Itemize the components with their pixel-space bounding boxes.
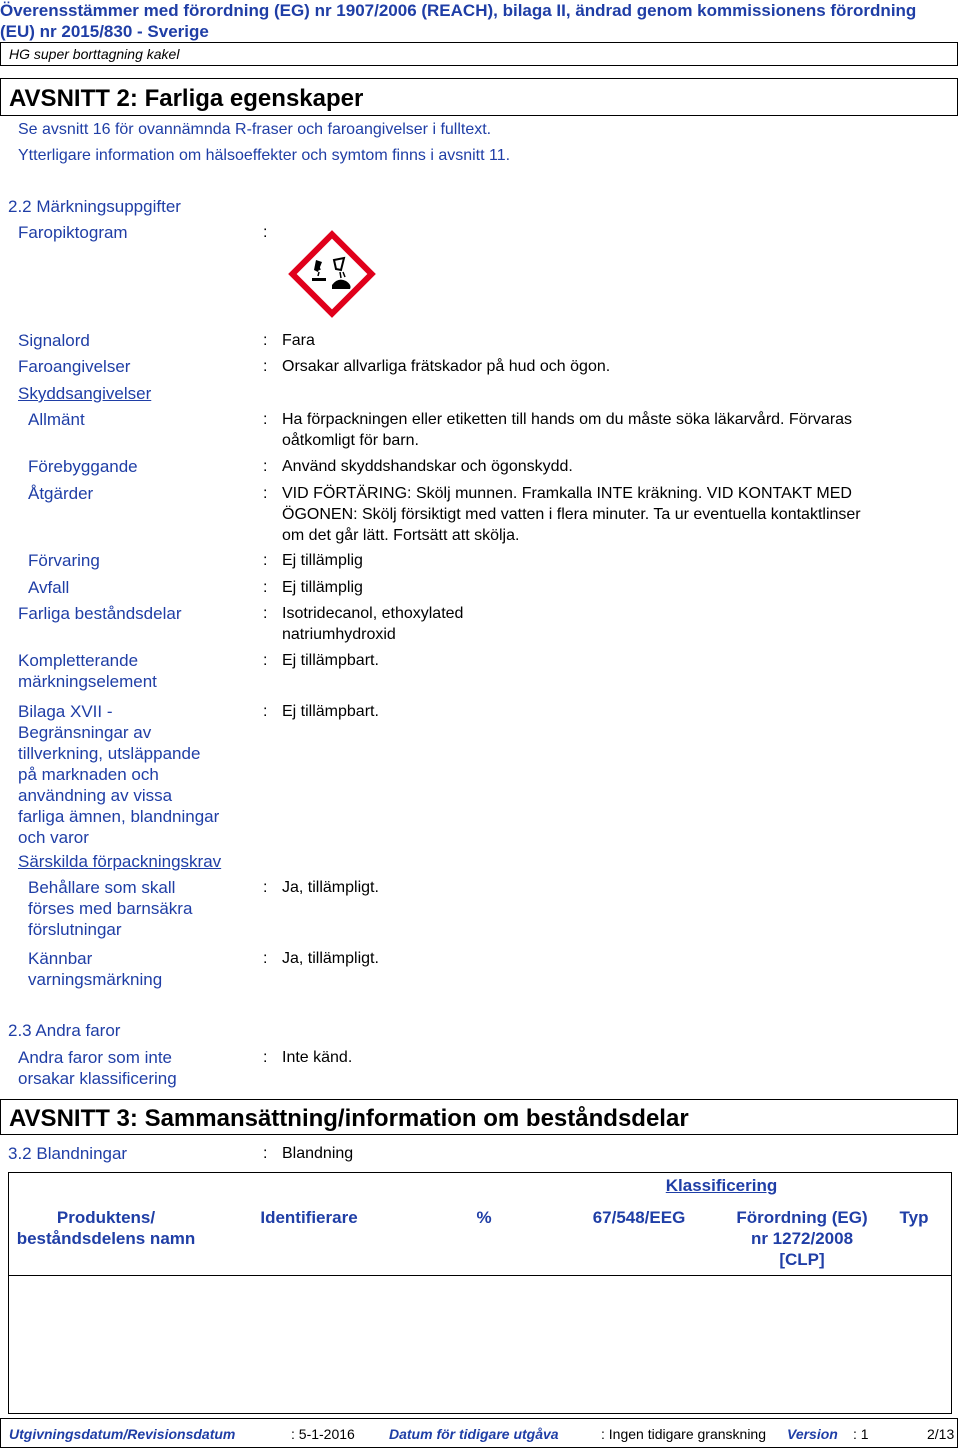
response-value-line: om det går lätt. Fortsätt att skölja. (282, 527, 520, 544)
colon: : (263, 879, 268, 896)
section-2-title: AVSNITT 2: Farliga egenskaper (9, 85, 364, 112)
response-label: Åtgärder (28, 484, 94, 503)
intro-text-1: Se avsnitt 16 för ovannämnda R-fraser och faroangivelser i fulltext. (18, 121, 492, 138)
packaging-requirements-heading: Särskilda förpackningskrav (18, 852, 222, 871)
colon: : (263, 605, 268, 622)
hazard-statements-label: Faroangivelser (18, 357, 131, 376)
product-name-box (0, 42, 958, 66)
response-value (282, 483, 932, 546)
colon: : (263, 1049, 268, 1066)
child-label-line: förses med barnsäkra (28, 899, 193, 918)
prevention-label: Förebyggande (28, 457, 138, 476)
general-label: Allmänt (28, 410, 85, 429)
annex-label-line: på marknaden och (18, 765, 159, 784)
colon: : (263, 224, 268, 241)
tactile-warning-value: Ja, tillämpligt. (282, 950, 379, 967)
previous-date-value: : Ingen tidigare granskning (601, 1426, 766, 1442)
col-eec-header: 67/548/EEG (592, 1208, 686, 1227)
intro-text-2: Ytterligare information om hälsoeffekter och symtom finns i avsnitt 11. (18, 147, 511, 164)
page-number: 2/13 (927, 1426, 955, 1442)
col-identifier-header: Identifierare (260, 1208, 358, 1227)
colon: : (263, 552, 268, 569)
annex-label-line: Begränsningar av (18, 723, 152, 742)
disposal-value: Ej tillämplig (282, 579, 363, 596)
ghs05-corrosion-icon (288, 230, 376, 318)
signal-word-value: Fara (282, 332, 315, 349)
tactile-label-line: Kännbar (28, 949, 93, 968)
previous-date-label: Datum för tidigare utgåva (389, 1426, 559, 1442)
colon: : (263, 950, 268, 967)
annex-label-line: tillverkning, utsläppande (18, 744, 201, 763)
child-label-line: förslutningar (28, 920, 122, 939)
product-name: HG super borttagning kakel (9, 46, 180, 62)
colon: : (263, 485, 268, 502)
subsection-2-3: 2.3 Andra faror (8, 1021, 121, 1040)
other-label-line: Andra faror som inte (18, 1048, 173, 1067)
col-clp-header (727, 1207, 877, 1270)
precautionary-statements-heading: Skyddsangivelser (18, 384, 152, 403)
response-value-line: VID FÖRTÄRING: Skölj munnen. Framkalla INTE kräkning. VID KONTAKT MED (282, 485, 852, 502)
storage-label: Förvaring (28, 551, 100, 570)
classification-header: Klassificering (665, 1176, 778, 1195)
colon: : (263, 579, 268, 596)
annex-xvii-label (18, 701, 219, 848)
annex-label-line: användning av vissa (18, 786, 173, 805)
colon: : (263, 652, 268, 669)
col-type-header: Typ (899, 1208, 929, 1227)
general-value-line: Ha förpackningen eller etiketten till hands om du måste söka läkarvård. Förvaras (282, 411, 853, 428)
header-line-2: (EU) nr 2015/830 - Sverige (0, 22, 209, 41)
child-resistant-label (28, 877, 192, 940)
version-value: : 1 (853, 1426, 869, 1442)
tactile-warning-label (28, 948, 162, 990)
tactile-label-line: varningsmärkning (28, 970, 163, 989)
colon: : (263, 1145, 268, 1162)
col-name-line: beståndsdelens namn (16, 1229, 196, 1248)
colon: : (263, 703, 268, 720)
supplemental-label (18, 650, 157, 692)
pictogram-label: Faropiktogram (18, 223, 128, 242)
section-3-heading (0, 1099, 958, 1135)
annex-label-line: farliga ämnen, blandningar (18, 807, 220, 826)
general-value (282, 409, 932, 451)
hazard-statements-value: Orsakar allvarliga frätskador på hud och ögon. (282, 358, 611, 375)
hazardous-component: natriumhydroxid (282, 626, 396, 643)
colon: : (263, 358, 268, 375)
issue-date-label: Utgivningsdatum/Revisionsdatum (9, 1426, 236, 1442)
signal-word-label: Signalord (18, 331, 90, 350)
hazardous-components-value (282, 603, 932, 645)
hazardous-components-label: Farliga beståndsdelar (18, 604, 182, 623)
supplemental-label-line: märkningselement (18, 672, 157, 691)
subsection-2-2: 2.2 Märkningsuppgifter (8, 197, 181, 216)
annex-xvii-value: Ej tillämpbart. (282, 703, 379, 720)
colon: : (263, 458, 268, 475)
mixtures-value: Blandning (282, 1145, 354, 1162)
version-label: Version (787, 1426, 838, 1442)
annex-label-line: och varor (18, 828, 89, 847)
col-name-header (11, 1207, 201, 1249)
supplemental-value: Ej tillämpbart. (282, 652, 379, 669)
other-hazards-value: Inte känd. (282, 1049, 353, 1066)
issue-date-value: : 5-1-2016 (291, 1426, 355, 1442)
general-value-line: oåtkomligt för barn. (282, 432, 419, 449)
document-header (0, 0, 960, 42)
child-resistant-value: Ja, tillämpligt. (282, 879, 379, 896)
child-label-line: Behållare som skall (28, 878, 176, 897)
composition-table (8, 1172, 952, 1414)
storage-value: Ej tillämplig (282, 552, 363, 569)
header-line-1: Överensstämmer med förordning (EG) nr 1907/2006 (REACH), bilaga II, ändrad genom kommissionens förordning (0, 1, 917, 20)
footer (0, 1418, 958, 1448)
col-clp-line: Förordning (EG) (736, 1208, 868, 1227)
col-percent-header: % (476, 1208, 492, 1227)
section-2-heading (0, 78, 958, 116)
col-clp-line: [CLP] (779, 1250, 825, 1269)
prevention-value: Använd skyddshandskar och ögonskydd. (282, 458, 573, 475)
col-clp-line: nr 1272/2008 (750, 1229, 854, 1248)
section-3-title: AVSNITT 3: Sammansättning/information om beståndsdelar (9, 1105, 689, 1132)
colon: : (263, 332, 268, 349)
hazardous-component: Isotridecanol, ethoxylated (282, 605, 464, 622)
table-divider (9, 1275, 951, 1276)
colon: : (263, 411, 268, 428)
supplemental-label-line: Kompletterande (18, 651, 139, 670)
col-name-line: Produktens/ (56, 1208, 156, 1227)
subsection-3-2: 3.2 Blandningar (8, 1144, 128, 1163)
other-hazards-label (18, 1047, 177, 1089)
other-label-line: orsakar klassificering (18, 1069, 177, 1088)
annex-label-line: Bilaga XVII - (18, 702, 113, 721)
disposal-label: Avfall (28, 578, 70, 597)
response-value-line: ÖGONEN: Skölj försiktigt med vatten i flera minuter. Ta ur eventuella kontaktlinser (282, 506, 861, 523)
